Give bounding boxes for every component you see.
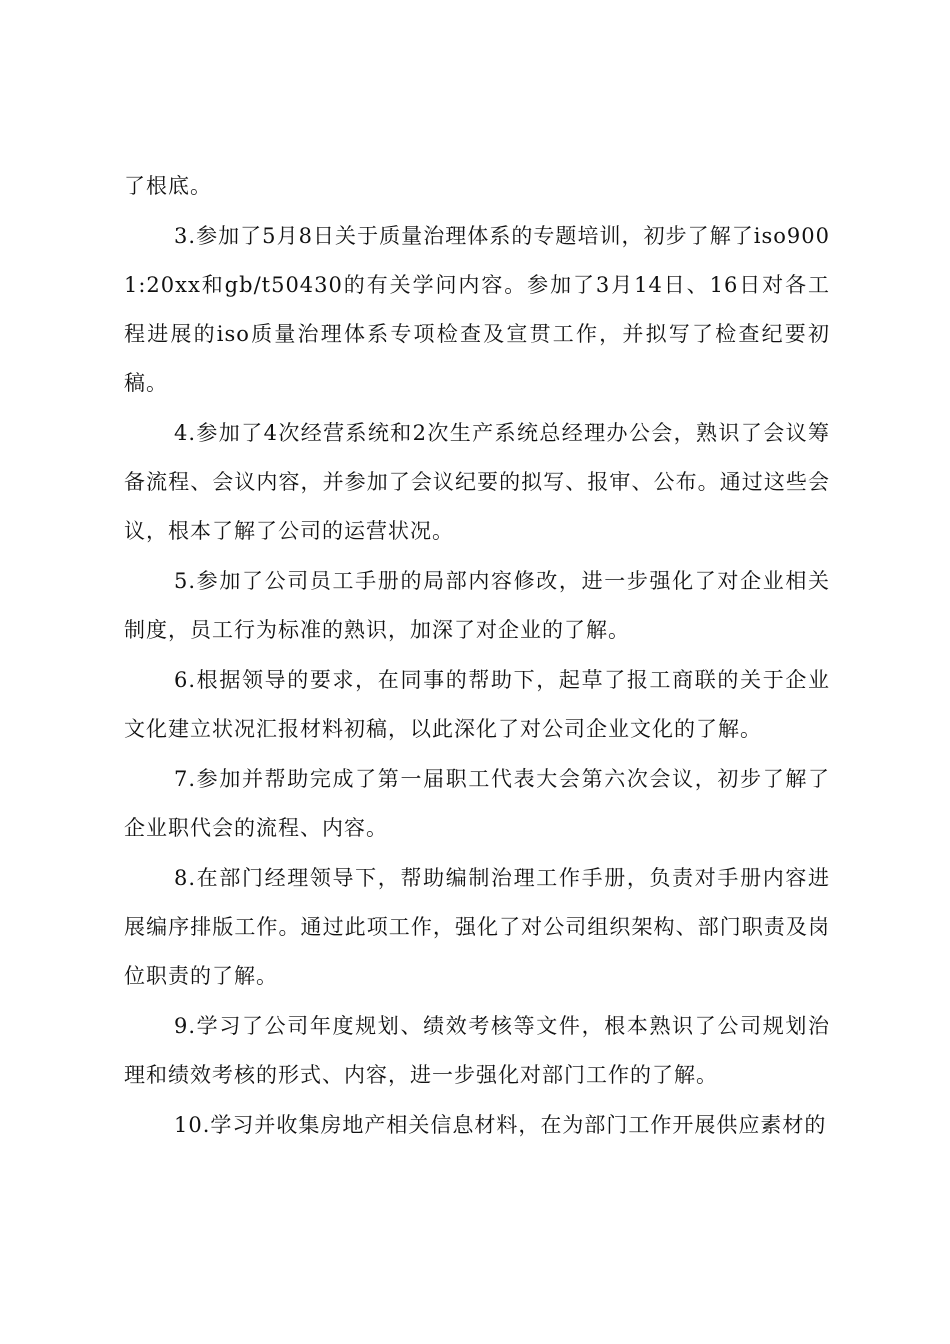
document-body xyxy=(124,162,830,1150)
paragraph-item-4: 4.参加了4次经营系统和2次生产系统总经理办公会，熟识了会议筹备流程、会议内容，并参加了会议纪要的拟写、报审、公布。通过这些会议，根本了解了公司的运营状况。 xyxy=(124,421,830,543)
paragraph-item-5: 5.参加了公司员工手册的局部内容修改，进一步强化了对企业相关制度，员工行为标准的熟识，加深了对企业的了解。 xyxy=(124,569,830,642)
paragraph-item-10: 10.学习并收集房地产相关信息材料，在为部门工作开展供应素材的 xyxy=(174,1113,827,1137)
paragraph-item-7: 7.参加并帮助完成了第一届职工代表大会第六次会议，初步了解了企业职代会的流程、内容。 xyxy=(124,767,830,840)
paragraph-continuation: 了根底。 xyxy=(124,174,212,198)
paragraph-item-6: 6.根据领导的要求，在同事的帮助下，起草了报工商联的关于企业文化建立状况汇报材料初稿，以此深化了对公司企业文化的了解。 xyxy=(124,668,830,741)
paragraph-item-9: 9.学习了公司年度规划、绩效考核等文件，根本熟识了公司规划治理和绩效考核的形式、内容，进一步强化对部门工作的了解。 xyxy=(124,1014,830,1087)
paragraph-item-8: 8.在部门经理领导下，帮助编制治理工作手册，负责对手册内容进展编序排版工作。通过此项工作，强化了对公司组织架构、部门职责及岗位职责的了解。 xyxy=(124,866,830,988)
paragraph-item-3: 3.参加了5月8日关于质量治理体系的专题培训，初步了解了iso9001:20xx和gb/t50430的有关学问内容。参加了3月14日、16日对各工程进展的iso质量治理体系专项检查及宣贯工作，并拟写了检查纪要初稿。 xyxy=(124,224,830,395)
